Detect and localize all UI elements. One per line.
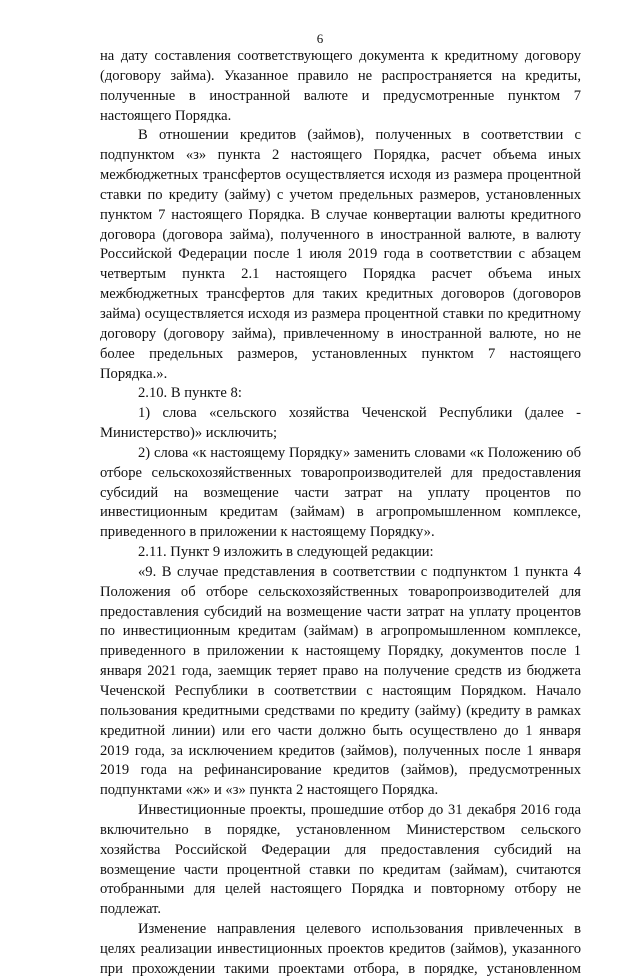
- paragraph-item-1: 1) слова «сельского хозяйства Чеченской Республики (далее - Министерство)» исключить;: [100, 405, 581, 442]
- paragraph-point-9: «9. В случае представления в соответствии с подпунктом 1 пункта 4 Положения об отборе сельскохозяйственных товаропроизводителей для предоставления субсидий на возмещение части затрат на уплату процентов по инвестиционным кредитам (займам) в агропромышленном комплексе, приведенного в приложении к настоящему Порядку, документов после 1 января 2021 года, заемщик теряет право на получение средств из бюджета Чеченской Республики в соответствии с настоящим Порядком. Начало пользования кредитными средствами по кредиту (займу) (кредиту в рамках кредитной линии) или его части должно быть осуществлено до 1 января 2019 года, за исключением кредитов (займов), полученных после 1 января 2019 года на рефинансирование кредитов (займов), предусмотренных подпунктами «ж» и «з» пункта 2 настоящего Порядка.: [100, 563, 581, 799]
- paragraph-investment-projects: Инвестиционные проекты, прошедшие отбор до 31 декабря 2016 года включительно в порядке, установленном Министерством сельского хозяйства Российской Федерации для предоставления субсидий на возмещение части процентной ставки по кредитам (займам), считаются отобранными для целей настоящего Порядка и повторному отбору не подлежат.: [100, 802, 581, 918]
- page-number: 6: [316, 31, 324, 46]
- paragraph-clause-2-10: 2.10. В пункте 8:: [138, 385, 242, 402]
- document-body: [100, 47, 581, 980]
- paragraph-refinancing-credits: В отношении кредитов (займов), полученных в соответствии с подпунктом «з» пункта 2 настоящего Порядка, расчет объема иных межбюджетных трансфертов осуществляется исходя из размера процентной ставки по кредиту (займу) с учетом предельных размеров, установленных пунктом 7 настоящего Порядка. В случае конвертации валюты кредитного договора (договора займа), полученного в иностранной валюте, в валюту Российской Федерации после 1 июля 2019 года в соответствии с абзацем четвертым пункта 2.1 настоящего Порядка расчет объема иных межбюджетных трансфертов для таких кредитных договоров (договоров займа) осуществляется исходя из размера процентной ставки по кредитному договору (договору займа), привлеченному в иностранной валюте, но не более предельных размеров, установленных пунктом 7 настоящего Порядка.».: [100, 127, 581, 382]
- paragraph-clause-2-11: 2.11. Пункт 9 изложить в следующей редакции:: [138, 544, 434, 561]
- paragraph-item-2: 2) слова «к настоящему Порядку» заменить словами «к Положению об отборе сельскохозяйственных товаропроизводителей для предоставления субсидий на возмещение части затрат на уплату процентов по инвестиционным кредитам (займам) в агропромышленном комплексе, приведенного в приложении к настоящему Порядку».: [100, 444, 581, 541]
- paragraph-continuation: на дату составления соответствующего документа к кредитному договору (договору займа). Указанное правило не распространяется на кредиты, полученные в иностранной валюте и предусмотренные пунктом 7 настоящего Порядка.: [100, 48, 581, 124]
- paragraph-change-of-purpose: Изменение направления целевого использования привлеченных в целях реализации инвестиционных проектов кредитов (займов), указанного при прохождении такими проектами отбора, в порядке, установленном: [100, 921, 581, 977]
